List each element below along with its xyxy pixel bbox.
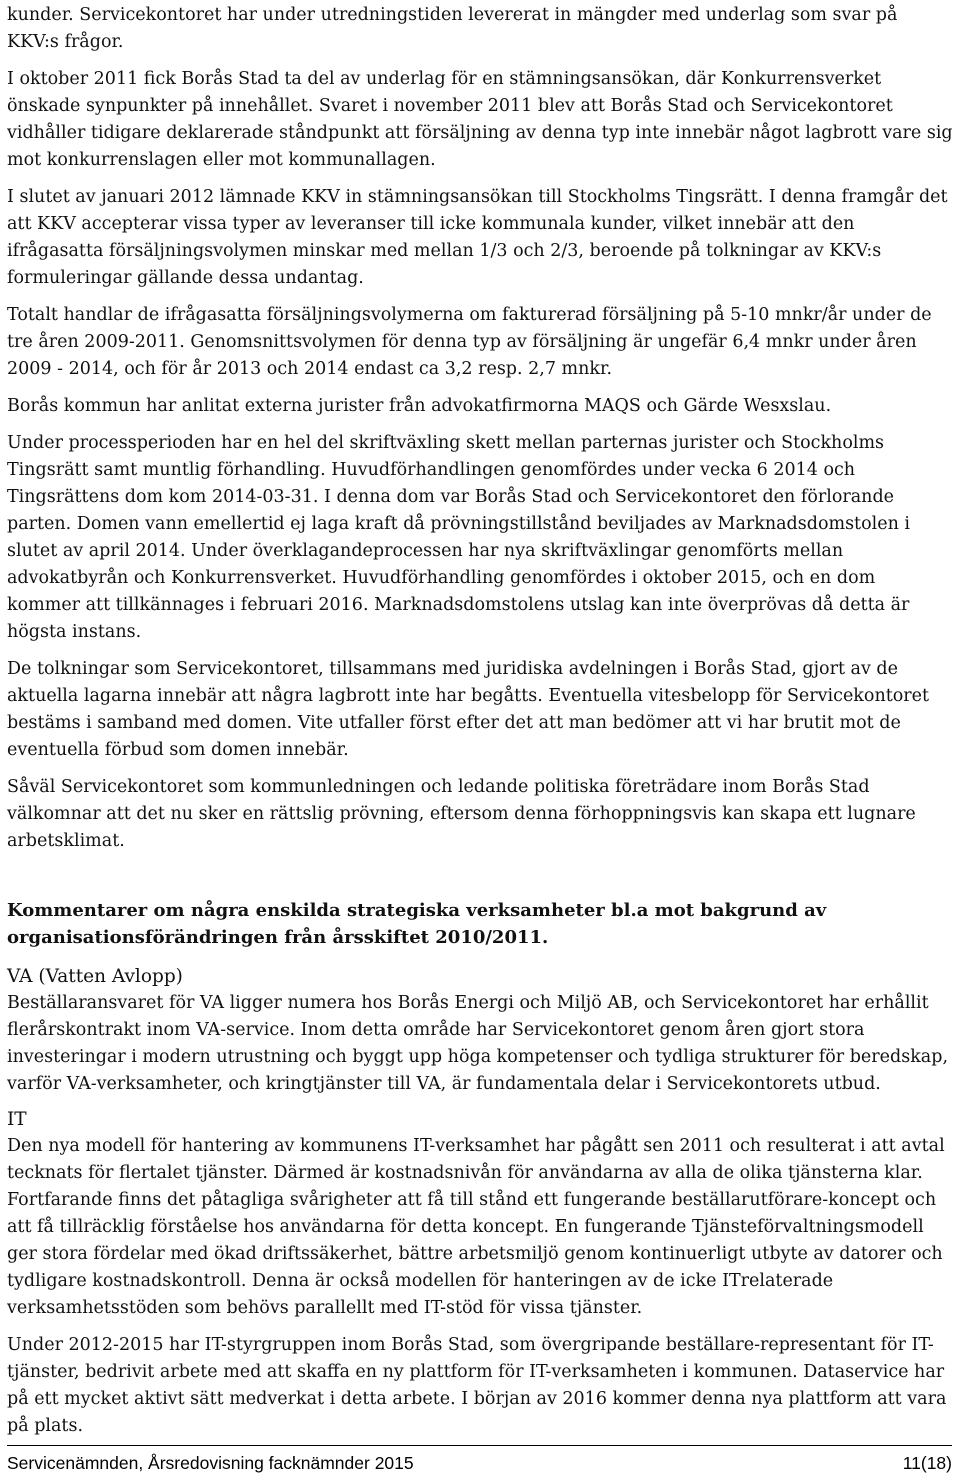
it-heading: IT	[7, 1109, 27, 1130]
it-body: Den nya modell för hantering av kommunens IT-verksamhet har pågått sen 2011 och resulterat i att avtal tecknats för flertalet tjänster. Därmed är kostnadsnivån för användarna av alla de olika tjänsterna klar. Fortfarande finns det påtagliga svårigheter att få till stånd ett fungerande beställarutförare-koncept och att få tillräcklig förståelse hos användarna för detta koncept. En fungerande Tjänsteförvaltningsmodell ger stora fördelar med ökad driftssäkerhet, bättre arbetsmiljö genom kontinuerligt utbyte av datorer och tydligare kostnadskontroll. Denna är också modellen för hanteringen av de icke ITrelaterade verksamhetsstöden som behövs parallellt med IT-stöd för vissa tjänster.	[7, 1136, 945, 1318]
paragraph: Borås kommun har anlitat externa jurister från advokatfirmorna MAQS och Gärde Wesxslau.	[7, 396, 832, 416]
page-number: 11(18)	[902, 1453, 952, 1473]
footer-title: Servicenämnden, Årsredovisning facknämnder 2015	[7, 1453, 414, 1473]
it-body-2: Under 2012-2015 har IT-styrgruppen inom Borås Stad, som övergripande beställare-representant för IT-tjänster, bedrivit arbete med att skaffa en ny plattform för IT-verksamheten i kommunen. Dataservice har på ett mycket aktivt sätt medverkat i detta arbete. I början av 2016 kommer denna nya plattform att vara på plats.	[7, 1335, 947, 1436]
paragraph: kunder. Servicekontoret har under utredningstiden levererat in mängder med underlag som svar på KKV:s frågor.	[7, 5, 898, 52]
va-heading: VA (Vatten Avlopp)	[7, 966, 183, 987]
paragraph: Såväl Servicekontoret som kommunledningen och ledande politiska företrädare inom Borås Stad välkomnar att det nu sker en rättslig prövning, eftersom denna förhoppningsvis kan skapa ett lugnare arbetsklimat.	[7, 777, 916, 851]
page-footer	[7, 1445, 952, 1474]
paragraph: Totalt handlar de ifrågasatta försäljningsvolymerna om fakturerad försäljning på 5-10 mnkr/år under de tre åren 2009-2011. Genomsnittsvolymen för denna typ av försäljning är ungefär 6,4 mnkr under åren 2009 - 2014, och för år 2013 och 2014 endast ca 3,2 resp. 2,7 mnkr.	[7, 305, 932, 379]
document-page	[7, 0, 953, 1450]
paragraph: Under processperioden har en hel del skriftväxling skett mellan parternas jurister och Stockholms Tingsrätt samt muntlig förhandling. Huvudförhandlingen genomfördes under vecka 6 2014 och Tingsrättens dom kom 2014-03-31. I denna dom var Borås Stad och Servicekontoret den förlorande parten. Domen vann emellertid ej laga kraft då prövningstillstånd beviljades av Marknadsdomstolen i slutet av april 2014. Under överklagandeprocessen har nya skriftväxlingar genomförts mellan advokatbyrån och Konkurrensverket. Huvudförhandling genomfördes i oktober 2015, och en dom kommer att tillkännages i februari 2016. Marknadsdomstolens utslag kan inte överprövas då detta är högsta instans.	[7, 433, 911, 642]
paragraph: I oktober 2011 fick Borås Stad ta del av underlag för en stämningsansökan, där Konkurrensverket önskade synpunkter på innehållet. Svaret i november 2011 blev att Borås Stad och Servicekontoret vidhåller tidigare deklarerade ståndpunkt att försäljning av denna typ inte innebär något lagbrott vare sig mot konkurrenslagen eller mot kommunallagen.	[7, 69, 953, 170]
paragraph: I slutet av januari 2012 lämnade KKV in stämningsansökan till Stockholms Tingsrätt. I denna framgår det att KKV accepterar vissa typer av leveranser till icke kommunala kunder, vilket innebär att den ifrågasatta försäljningsvolymen minskar med mellan 1/3 och 2/3, beroende på tolkningar av KKV:s formuleringar gällande dessa undantag.	[7, 187, 948, 288]
section-heading: Kommentarer om några enskilda strategiska verksamheter bl.a mot bakgrund av organisationsförändringen från årsskiftet 2010/2011.	[7, 900, 827, 948]
paragraph: De tolkningar som Servicekontoret, tillsammans med juridiska avdelningen i Borås Stad, gjort av de aktuella lagarna innebär att några lagbrott inte har begåtts. Eventuella vitesbelopp för Servicekontoret bestäms i samband med domen. Vite utfaller först efter det att man bedömer att vi har brutit mot de eventuella förbud som domen innebär.	[7, 659, 930, 760]
va-body: Beställaransvaret för VA ligger numera hos Borås Energi och Miljö AB, och Servicekontoret har erhållit flerårskontrakt inom VA-service. Inom detta område har Servicekontoret genom åren gjort stora investeringar i modern utrustning och byggt upp höga kompetenser och tydliga strukturer för beredskap, varför VA-verksamheter, och kringtjänster till VA, är fundamentala delar i Servicekontorets utbud.	[7, 993, 949, 1094]
